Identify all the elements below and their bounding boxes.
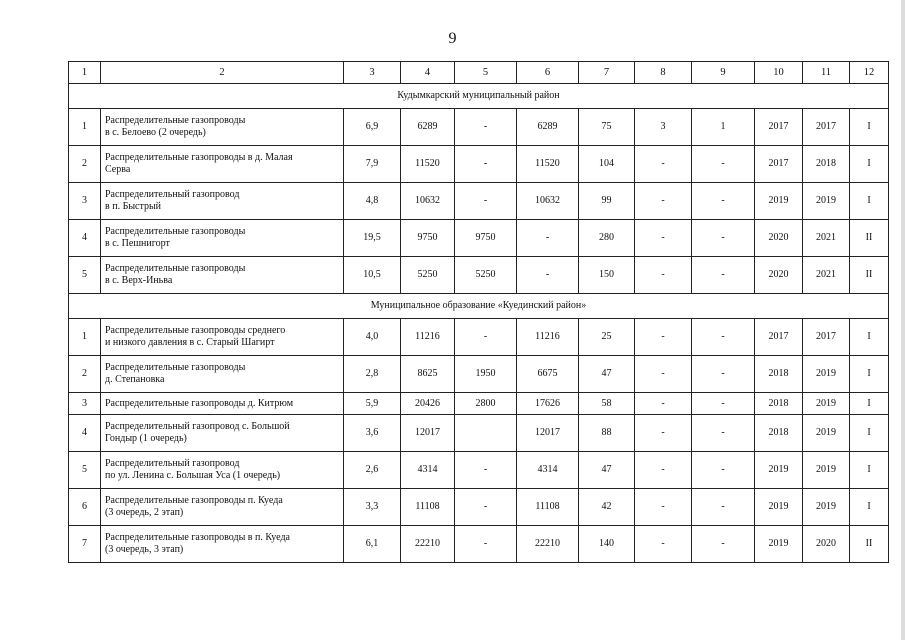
table-cell: 4314 <box>517 452 579 489</box>
column-header: 1 <box>69 62 101 84</box>
section-title: Муниципальное образование «Куединский район» <box>69 294 889 319</box>
table-cell: 2019 <box>755 526 803 563</box>
table-cell: I <box>850 319 889 356</box>
table-row <box>69 489 889 526</box>
table-cell: 75 <box>579 109 635 146</box>
table-cell: I <box>850 452 889 489</box>
table-cell: 11520 <box>517 146 579 183</box>
table-cell: 3 <box>69 183 101 220</box>
table-cell: 2 <box>69 146 101 183</box>
table-cell: 2017 <box>803 319 850 356</box>
table-cell: 2020 <box>755 220 803 257</box>
table-cell: - <box>455 183 517 220</box>
object-name-cell: Распределительный газопровод в п. Быстрый <box>101 183 344 220</box>
table-cell: - <box>692 415 755 452</box>
table-cell: 1 <box>69 109 101 146</box>
table-body <box>69 62 889 563</box>
table-cell: 6289 <box>401 109 455 146</box>
page-number: 9 <box>448 30 457 47</box>
table-cell: 2019 <box>803 415 850 452</box>
table-cell: II <box>850 220 889 257</box>
table-cell: 2019 <box>755 489 803 526</box>
table-cell: - <box>635 183 692 220</box>
table-row <box>69 257 889 294</box>
table-row <box>69 356 889 393</box>
table-cell: I <box>850 356 889 393</box>
section-header-row <box>69 84 889 109</box>
table-cell: 1950 <box>455 356 517 393</box>
table-cell: 42 <box>579 489 635 526</box>
table-cell: 2020 <box>755 257 803 294</box>
table-cell: 9750 <box>455 220 517 257</box>
table-cell: 2800 <box>455 393 517 415</box>
table-cell: - <box>455 319 517 356</box>
table-cell: 4314 <box>401 452 455 489</box>
table-cell: - <box>635 220 692 257</box>
table-cell: 47 <box>579 356 635 393</box>
table-cell: 9750 <box>401 220 455 257</box>
table-cell: - <box>517 220 579 257</box>
table-cell: 6,9 <box>344 109 401 146</box>
table-cell: 6289 <box>517 109 579 146</box>
table-cell: - <box>692 393 755 415</box>
table-cell: - <box>692 183 755 220</box>
table-cell: 6,1 <box>344 526 401 563</box>
table-cell: II <box>850 257 889 294</box>
table-cell: - <box>692 146 755 183</box>
table-cell: 5 <box>69 452 101 489</box>
table-row <box>69 526 889 563</box>
table-cell: 2018 <box>755 415 803 452</box>
table-cell: - <box>635 415 692 452</box>
table-cell: 11520 <box>401 146 455 183</box>
table-cell: - <box>635 146 692 183</box>
table-cell: 5250 <box>455 257 517 294</box>
table-cell: 2019 <box>803 452 850 489</box>
table-cell: 104 <box>579 146 635 183</box>
table-cell: 7 <box>69 526 101 563</box>
table-cell: 6 <box>69 489 101 526</box>
table-cell: 99 <box>579 183 635 220</box>
column-header: 7 <box>579 62 635 84</box>
table-cell: 6675 <box>517 356 579 393</box>
table-cell: - <box>692 526 755 563</box>
table-cell: II <box>850 526 889 563</box>
table-cell: - <box>455 526 517 563</box>
table-cell: - <box>455 146 517 183</box>
table-cell: I <box>850 146 889 183</box>
table-cell: 11108 <box>517 489 579 526</box>
table-cell: 8625 <box>401 356 455 393</box>
column-header: 6 <box>517 62 579 84</box>
table-cell: 11108 <box>401 489 455 526</box>
table-cell: - <box>635 356 692 393</box>
table-cell: 22210 <box>401 526 455 563</box>
table-cell: 4 <box>69 415 101 452</box>
object-name-cell: Распределительные газопроводы п. Куеда (3 очередь, 2 этап) <box>101 489 344 526</box>
table-cell: 17626 <box>517 393 579 415</box>
table-cell: 2,6 <box>344 452 401 489</box>
table-cell: 2017 <box>755 146 803 183</box>
table-cell: - <box>692 220 755 257</box>
table-cell: - <box>455 109 517 146</box>
table-cell: 2017 <box>755 109 803 146</box>
table-cell: 2 <box>69 356 101 393</box>
table-cell: 25 <box>579 319 635 356</box>
table-cell: I <box>850 393 889 415</box>
table-cell: - <box>635 257 692 294</box>
column-header: 10 <box>755 62 803 84</box>
table-cell: 2017 <box>803 109 850 146</box>
table-row <box>69 415 889 452</box>
section-title: Кудымкарский муниципальный район <box>69 84 889 109</box>
column-header: 11 <box>803 62 850 84</box>
table-cell: 2019 <box>755 183 803 220</box>
object-name-cell: Распределительные газопроводы в с. Пешнигорт <box>101 220 344 257</box>
table-cell: - <box>635 489 692 526</box>
table-cell: 88 <box>579 415 635 452</box>
table-cell: 2018 <box>803 146 850 183</box>
table-cell <box>455 415 517 452</box>
table-cell: 2019 <box>755 452 803 489</box>
table-row <box>69 393 889 415</box>
table-cell: 5,9 <box>344 393 401 415</box>
table-cell: 10632 <box>517 183 579 220</box>
column-header: 5 <box>455 62 517 84</box>
table-cell: 3 <box>635 109 692 146</box>
table-cell: - <box>635 526 692 563</box>
column-header: 9 <box>692 62 755 84</box>
table-cell: - <box>635 319 692 356</box>
table-cell: - <box>455 452 517 489</box>
table-cell: 3,3 <box>344 489 401 526</box>
table-cell: 47 <box>579 452 635 489</box>
table-cell: 2021 <box>803 257 850 294</box>
table-cell: 2021 <box>803 220 850 257</box>
table-cell: 140 <box>579 526 635 563</box>
column-header: 3 <box>344 62 401 84</box>
object-name-cell: Распределительные газопроводы в с. Верх-Иньва <box>101 257 344 294</box>
table-cell: - <box>692 319 755 356</box>
table-cell: 4,0 <box>344 319 401 356</box>
table-cell: 58 <box>579 393 635 415</box>
table-cell: I <box>850 183 889 220</box>
object-name-cell: Распределительные газопроводы д. Китрюм <box>101 393 344 415</box>
table-cell: 2019 <box>803 489 850 526</box>
table-cell: - <box>635 452 692 489</box>
table-cell: - <box>692 452 755 489</box>
table-cell: 12017 <box>517 415 579 452</box>
table-row <box>69 220 889 257</box>
table-cell: 3 <box>69 393 101 415</box>
table-cell: 5250 <box>401 257 455 294</box>
table-cell: - <box>635 393 692 415</box>
table-cell: 1 <box>692 109 755 146</box>
table-cell: 2018 <box>755 393 803 415</box>
table-cell: I <box>850 109 889 146</box>
table-cell: 20426 <box>401 393 455 415</box>
table-cell: 10,5 <box>344 257 401 294</box>
table-row <box>69 319 889 356</box>
column-header: 4 <box>401 62 455 84</box>
table-cell: 5 <box>69 257 101 294</box>
table-cell: I <box>850 489 889 526</box>
column-number-row <box>69 62 889 84</box>
table-cell: 2017 <box>755 319 803 356</box>
table-cell: 2020 <box>803 526 850 563</box>
object-name-cell: Распределительный газопровод с. Большой Гондыр (1 очередь) <box>101 415 344 452</box>
table-cell: 7,9 <box>344 146 401 183</box>
object-name-cell: Распределительные газопроводы в с. Белоево (2 очередь) <box>101 109 344 146</box>
table-cell: - <box>455 489 517 526</box>
table-row <box>69 452 889 489</box>
table-row <box>69 183 889 220</box>
scan-edge <box>901 0 905 640</box>
object-name-cell: Распределительные газопроводы в п. Куеда (3 очередь, 3 этап) <box>101 526 344 563</box>
column-header: 8 <box>635 62 692 84</box>
table-cell: 4,8 <box>344 183 401 220</box>
table-cell: 1 <box>69 319 101 356</box>
table-row <box>69 146 889 183</box>
object-name-cell: Распределительные газопроводы среднего и низкого давления в с. Старый Шагирт <box>101 319 344 356</box>
table-cell: - <box>517 257 579 294</box>
table-cell: - <box>692 257 755 294</box>
object-name-cell: Распределительные газопроводы в д. Малая Серва <box>101 146 344 183</box>
section-header-row <box>69 294 889 319</box>
table-row <box>69 109 889 146</box>
column-header: 12 <box>850 62 889 84</box>
table-cell: 10632 <box>401 183 455 220</box>
table-cell: 3,6 <box>344 415 401 452</box>
table-cell: 2019 <box>803 183 850 220</box>
object-name-cell: Распределительный газопровод по ул. Ленина с. Большая Уса (1 очередь) <box>101 452 344 489</box>
table-cell: 11216 <box>517 319 579 356</box>
table-cell: 4 <box>69 220 101 257</box>
table-cell: 19,5 <box>344 220 401 257</box>
table-cell: I <box>850 415 889 452</box>
table-cell: 22210 <box>517 526 579 563</box>
table-cell: 11216 <box>401 319 455 356</box>
object-name-cell: Распределительные газопроводы д. Степановка <box>101 356 344 393</box>
table-cell: 150 <box>579 257 635 294</box>
table-cell: - <box>692 489 755 526</box>
table-cell: 2018 <box>755 356 803 393</box>
table-cell: 12017 <box>401 415 455 452</box>
column-header: 2 <box>101 62 344 84</box>
gas-pipeline-table <box>68 61 889 563</box>
table-cell: 2019 <box>803 356 850 393</box>
table-cell: 2,8 <box>344 356 401 393</box>
table-cell: 2019 <box>803 393 850 415</box>
table-cell: - <box>692 356 755 393</box>
table-cell: 280 <box>579 220 635 257</box>
